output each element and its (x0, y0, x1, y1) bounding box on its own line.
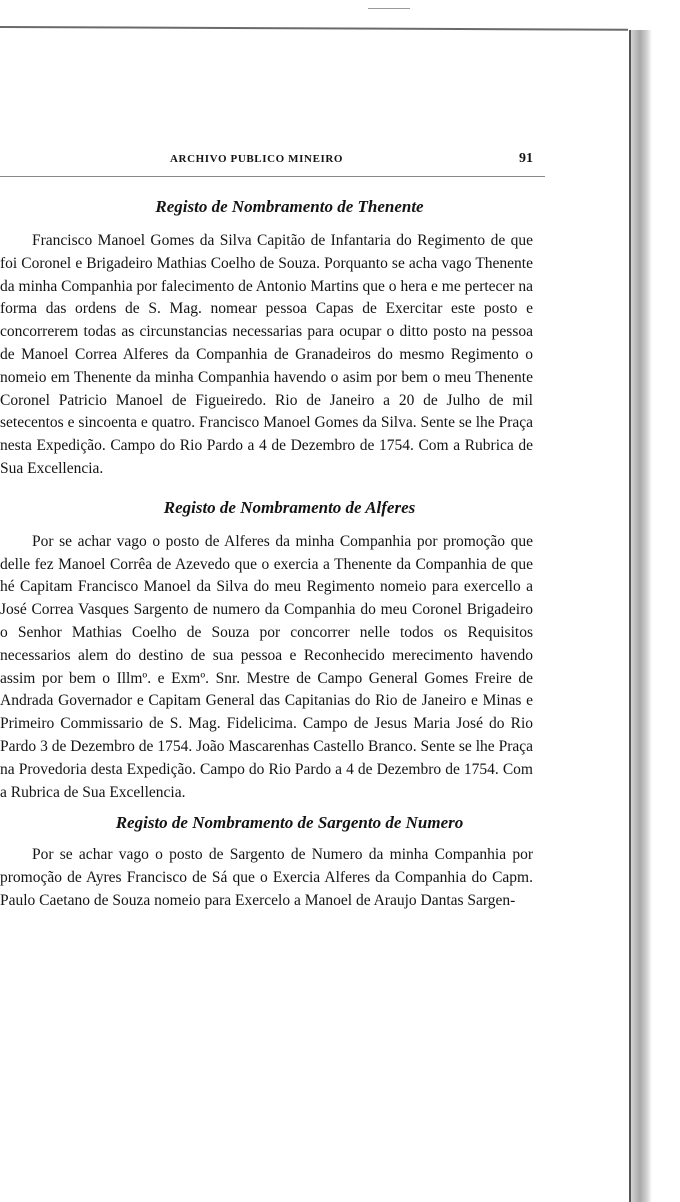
page-top-edge (0, 26, 628, 31)
section-paragraph: Por se achar vago o posto de Sargento de Numero da minha Companhia por promoção de Ayres Francisco de Sá que o Exercia Alferes da Companhia do Capm. Paulo Caetano de Souza nomeio para Exercelo a Manoel de Araujo Dantas Sargen- (0, 846, 533, 909)
section-paragraph: Francisco Manoel Gomes da Silva Capitão de Infantaria do Regimento de que foi Coronel e Brigadeiro Mathias Coelho de Souza. Porquanto se acha vago Thenente da minha Companhia por falecimento de Antonio Martins que o hera e me pertecer na forma das ordens de S. Mag. nomear pessoa Capas de Exercitar este posto e concorrerem todas as circunstancias necessarias para ocupar o ditto posto na pessoa de Manoel Correa Alferes da Companhia de Granadeiros do mesmo Regimento o nomeio em Thenente da minha Companhia havendo o asim por bem o meu Thenente Coronel Patricio Manoel de Figueiredo. Rio de Janeiro a 20 de Julho de mil setecentos e sincoenta e quatro. Francisco Manoel Gomes da Silva. Sente se lhe Praça nesta Expedição. Campo do Rio Pardo a 4 de Dezembro de 1754. Com a Rubrica de Sua Excellencia. (0, 232, 533, 477)
page-right-edge (629, 30, 631, 1202)
section-paragraph: Por se achar vago o posto de Alferes da minha Companhia por promoção que delle fez Manoel Corrêa de Azevedo que o exercia a Thenente da Companhia de que hé Capitam Francisco Manoel da Silva do meu Regimento nomeio para exercello a José Correa Vasques Sargento de numero da Companhia do meu Coronel Brigadeiro o Senhor Mathias Coelho de Souza por concorrer nelle todos os Requisitos necessarios alem do destino de sua pessoa e Reconhecido merecimento havendo assim por bem o Illmº. e Exmº. Snr. Mestre de Campo General Gomes Freire de Andrada Governador e Capitam General das Capitanias do Rio de Janeiro e Minas e Primeiro Commissario de S. Mag. Fidelicima. Campo de Jesus Maria José do Rio Pardo 3 de Dezembro de 1754. João Mascarenhas Castello Branco. Sente se lhe Praça na Provedoria desta Expedição. Campo do Rio Pardo a 4 de Dezembro de 1754. Com a Rubrica de Sua Excellencia. (0, 532, 533, 801)
section-heading: Registo de Nombramento de Alferes (163, 497, 416, 517)
page-number: 91 (519, 151, 533, 166)
section-alferes (0, 495, 533, 805)
page-body (0, 194, 533, 913)
page-header (0, 151, 545, 175)
header-rule (0, 176, 545, 177)
section-thenente (0, 194, 533, 481)
section-heading: Registo de Nombramento de Thenente (155, 197, 424, 216)
running-title: ARCHIVO PUBLICO MINEIRO (170, 153, 344, 165)
section-sargento (0, 810, 533, 912)
section-heading: Registo de Nombramento de Sargento de Numero (115, 813, 464, 833)
scan-mark (368, 8, 410, 9)
page-binding-shadow (630, 30, 652, 1202)
